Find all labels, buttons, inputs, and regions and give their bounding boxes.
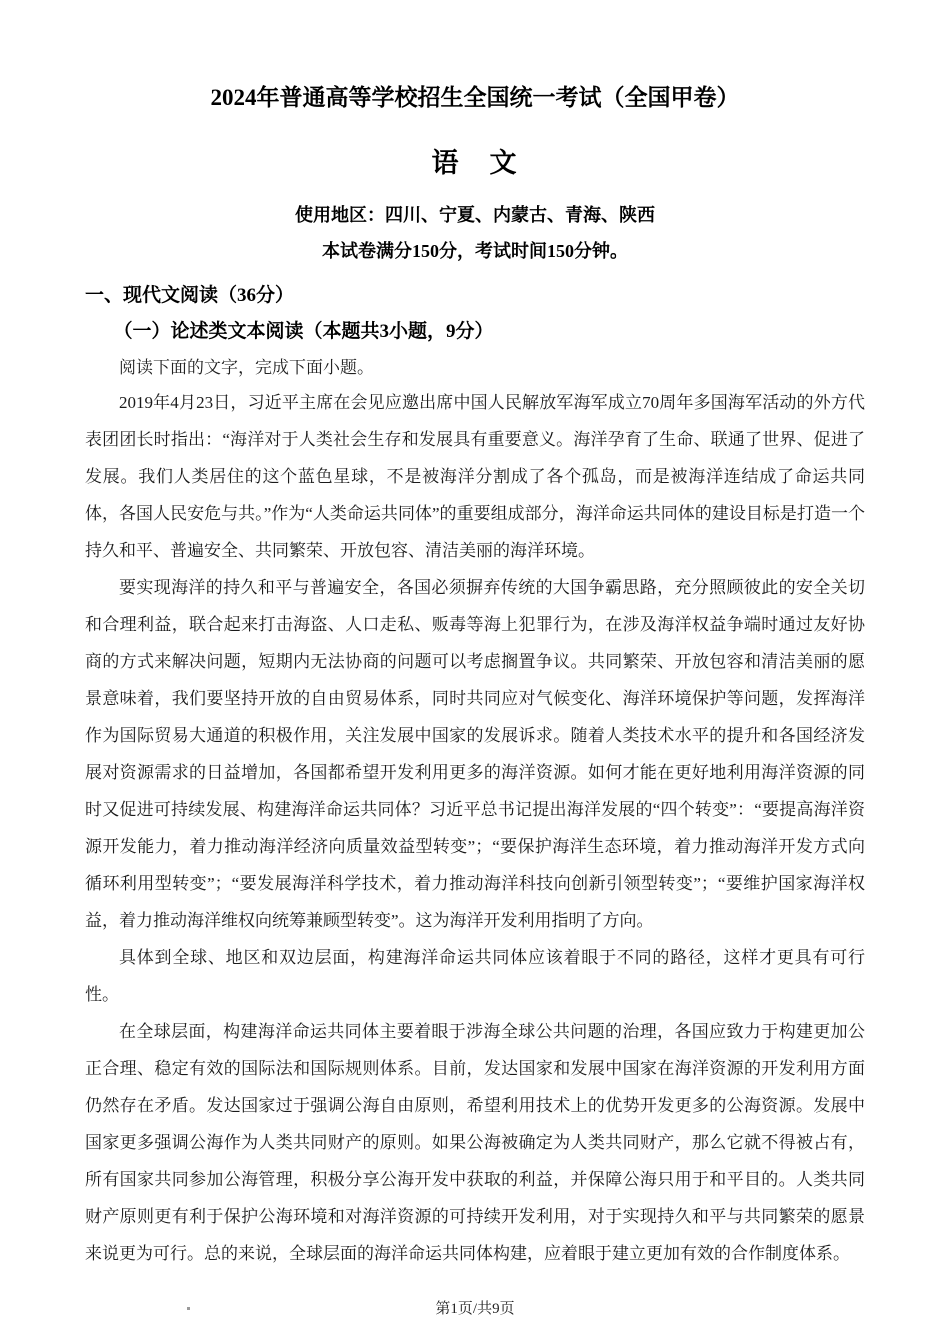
page-number: 第1页/共9页 — [435, 1301, 515, 1317]
passage — [85, 384, 865, 1272]
page-title: 2024年普通高等学校招生全国统一考试（全国甲卷） — [210, 85, 740, 110]
passage-paragraph-4: 在全球层面，构建海洋命运共同体主要着眼于涉海全球公共问题的治理，各国应致力于构建更加公正合理、稳定有效的国际法和国际规则体系。目前，发达国家和发展中国家在海洋资源的开发利用方面仍然存在矛盾。发达国家过于强调公海自由原则，希望利用技术上的优势开发更多的公海资源。发展中国家更多强调公海作为人类共同财产的原则。如果公海被确定为人类共同财产，那么它就不得被占有，所有国家共同参加公海管理，积极分享公海开发中获取的利益，并保障公海只用于和平目的。人类共同财产原则更有利于保护公海环境和对海洋资源的可持续开发利用，对于实现持久和平与共同繁荣的愿景来说更为可行。总的来说，全球层面的海洋命运共同体构建，应着眼于建立更加有效的合作制度体系。 — [85, 1022, 865, 1263]
passage-paragraph-2: 要实现海洋的持久和平与普遍安全，各国必须摒弃传统的大国争霸思路，充分照顾彼此的安全关切和合理利益，联合起来打击海盗、人口走私、贩毒等海上犯罪行为，在涉及海洋权益争端时通过友好协商的方式来解决问题，短期内无法协商的问题可以考虑搁置争议。共同繁荣、开放包容和清洁美丽的愿景意味着，我们要坚持开放的自由贸易体系，同时共同应对气候变化、海洋环境保护等问题，发挥海洋作为国际贸易大通道的积极作用，关注发展中国家的发展诉求。随着人类技术水平的提升和各国经济发展对资源需求的日益增加，各国都希望开发利用更多的海洋资源。如何才能在更好地利用海洋资源的同时又促进可持续发展、构建海洋命运共同体？习近平总书记提出海洋发展的“四个转变”：“要提高海洋资源开发能力，着力推动海洋经济向质量效益型转变”；“要保护海洋生态环境，着力推动海洋开发方式向循环利用型转变”；“要发展海洋科学技术，着力推动海洋科技向创新引领型转变”；“要维护国家海洋权益，着力推动海洋维权向统筹兼顾型转变”。这为海洋开发利用指明了方向。 — [85, 578, 865, 930]
section-heading: 一、现代文阅读（36分） — [85, 285, 295, 306]
region-line: 使用地区：四川、宁夏、内蒙古、青海、陕西 — [295, 205, 655, 225]
subject-title: 语 文 — [431, 148, 519, 178]
exam-info-line: 本试卷满分150分，考试时间150分钟。 — [322, 241, 628, 261]
subsection-heading: （一）论述类文本阅读（本题共3小题，9分） — [113, 321, 494, 342]
reading-instruction: 阅读下面的文字，完成下面小题。 — [119, 358, 374, 377]
passage-paragraph-3: 具体到全球、地区和双边层面，构建海洋命运共同体应该着眼于不同的路径，这样才更具有可行性。 — [85, 948, 865, 1004]
passage-paragraph-1: 2019年4月23日，习近平主席在会见应邀出席中国人民解放军海军成立70周年多国海军活动的外方代表团团长时指出：“海洋对于人类社会生存和发展具有重要意义。海洋孕育了生命、联通了世界、促进了发展。我们人类居住的这个蓝色星球，不是被海洋分割成了各个孤岛，而是被海洋连结成了命运共同体，各国人民安危与共。”作为“人类命运共同体”的重要组成部分，海洋命运共同体的建设目标是打造一个持久和平、普遍安全、共同繁荣、开放包容、清洁美丽的海洋环境。 — [85, 393, 865, 560]
